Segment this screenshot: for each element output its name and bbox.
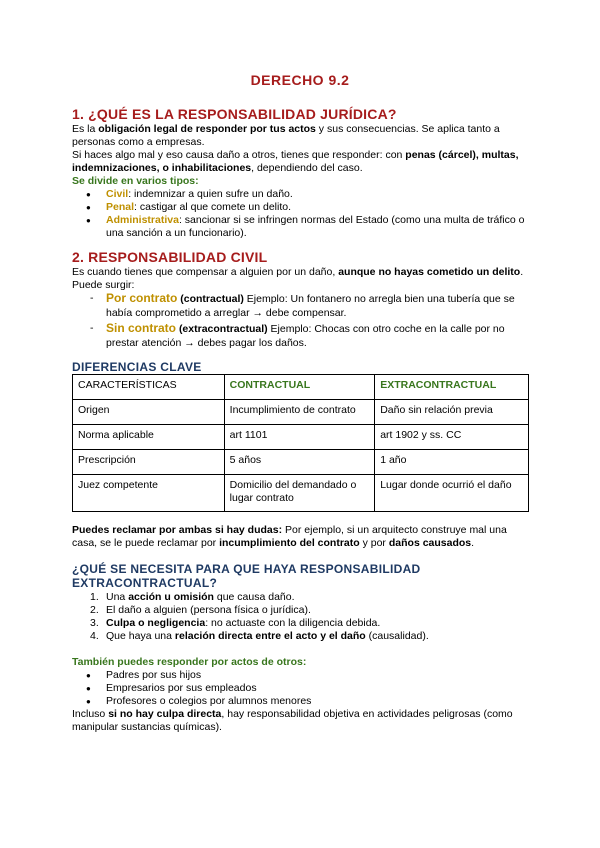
table-cell: Origen [73,400,225,425]
bold-text: obligación legal de responder por tus actos [98,123,316,135]
text: que causa daño. [213,591,295,603]
table-header-row [73,375,529,400]
types-intro: Se divide en varios tipos: [72,175,199,187]
table-row [73,475,529,512]
bold-text: daños causados [388,537,472,549]
text: . Puede surgir: [72,266,524,291]
text: , dependiendo del caso. [251,162,363,174]
objective-paragraph [72,708,532,734]
table-cell: Norma aplicable [73,425,225,450]
table-cell: 5 años [224,450,375,475]
both-paragraph [72,524,532,550]
table-row [73,425,529,450]
item-number: 3. [90,617,99,629]
text: Incluso [72,708,109,720]
list-item [72,188,532,201]
text: Que haya una [106,630,175,642]
list-item: ● Padres por sus hijos [72,669,532,682]
list-item [72,604,532,617]
bold-text: penas (cárcel), multas, indemnizaciones, o inhabilitaciones [72,149,519,174]
bold-text: Puedes reclamar por ambas si hay dudas: [72,524,283,536]
list-item [72,321,532,350]
table-header-cell: CARACTERÍSTICAS [73,375,225,400]
item-tag: (extracontractual) [178,323,268,335]
bold-text: acción u omisión [128,591,214,603]
item-number: 2. [90,604,99,616]
table-cell: 1 año [375,450,529,475]
type-desc: : castigar al que comete un delito. [134,201,292,213]
table-cell: art 1101 [224,425,375,450]
item-name: Sin contrato [106,321,177,335]
item-number: 1. [90,591,99,603]
bold-text: aunque no hayas cometido un delito [338,266,521,278]
type-name: Administrativa [106,214,179,226]
table-header-cell: EXTRACONTRACTUAL [375,375,529,400]
table-row [73,450,529,475]
types-list [72,188,532,240]
item-tag: (contractual) [180,293,244,305]
text: El daño a alguien (persona física o jurídica). [106,604,311,616]
text: Una [106,591,129,603]
text: , hay responsabilidad objetiva en actividades peligrosas (como manipular sustancias químicas). [72,708,513,733]
document-title: DERECHO 9.2 [250,72,350,88]
section-1-paragraph-2 [72,149,532,175]
text: Es la [72,123,99,135]
others-list [72,669,532,708]
item-name: Por contrato [106,291,178,305]
section-2-paragraph [72,266,532,292]
list-item [72,630,532,643]
requirements-list [72,591,532,643]
others-heading: También puedes responder por actos de otros: [72,656,307,668]
text: (causalidad). [365,630,429,642]
bold-text: relación directa entre el acto y el daño [174,630,366,642]
item-desc: Ejemplo: Un fontanero no arregla bien una tubería que se había comprometido a arreglar → debe compensar. [106,293,515,319]
list-item: ● Empresarios por sus empleados [72,682,532,695]
item-desc: Ejemplo: Chocas con otro coche en la calle por no prestar atención → debes pagar los daños. [106,323,505,349]
text: Si haces algo mal y eso causa daño a otros, tienes que responder: con [72,149,406,161]
table-cell: Domicilio del demandado o lugar contrato [224,475,375,512]
type-desc: : indemnizar a quien sufre un daño. [128,188,293,200]
list-item [72,214,532,240]
differences-heading: DIFERENCIAS CLAVE [72,360,202,374]
item-number: 4. [90,630,99,642]
text: Por ejemplo, si un arquitecto construye mal una casa, se le puede reclamar por [72,524,507,549]
section-2-heading: 2. RESPONSABILIDAD CIVIL [72,249,268,265]
table-row [73,400,529,425]
text: y por [359,537,389,549]
list-item [72,201,532,214]
table-cell: Prescripción [73,450,225,475]
type-desc: : sancionar si se infringen normas del Estado (como una multa de tráfico o una sanción a un funcionario). [106,214,525,239]
table-cell: art 1902 y ss. CC [375,425,529,450]
text: Es cuando tienes que compensar a alguien por un daño, [72,266,339,278]
table-cell: Lugar donde ocurrió el daño [375,475,529,512]
list-item [72,617,532,630]
bold-text: si no hay culpa directa [108,708,222,720]
table-cell: Incumplimiento de contrato [224,400,375,425]
civil-types-list [72,291,532,351]
text: y sus consecuencias. Se aplica tanto a personas como a empresas. [72,123,500,148]
list-item [72,591,532,604]
section-1-paragraph-1 [72,123,532,149]
text: : no actuaste con la diligencia debida. [205,617,381,629]
type-name: Civil [106,188,129,200]
type-name: Penal [106,201,135,213]
list-item: ● Profesores o colegios por alumnos menores [72,695,532,708]
text: . [471,537,475,549]
section-3-heading: ¿QUÉ SE NECESITA PARA QUE HAYA RESPONSABILIDAD EXTRACONTRACTUAL? [72,562,421,590]
bold-text: Culpa o negligencia [106,617,206,629]
table-header-cell: CONTRACTUAL [224,375,375,400]
bold-text: incumplimiento del contrato [219,537,360,549]
section-1-heading: 1. ¿QUÉ ES LA RESPONSABILIDAD JURÍDICA? [72,106,397,122]
table-cell: Juez competente [73,475,225,512]
differences-table [72,374,529,512]
list-item [72,291,532,320]
table-cell: Daño sin relación previa [375,400,529,425]
